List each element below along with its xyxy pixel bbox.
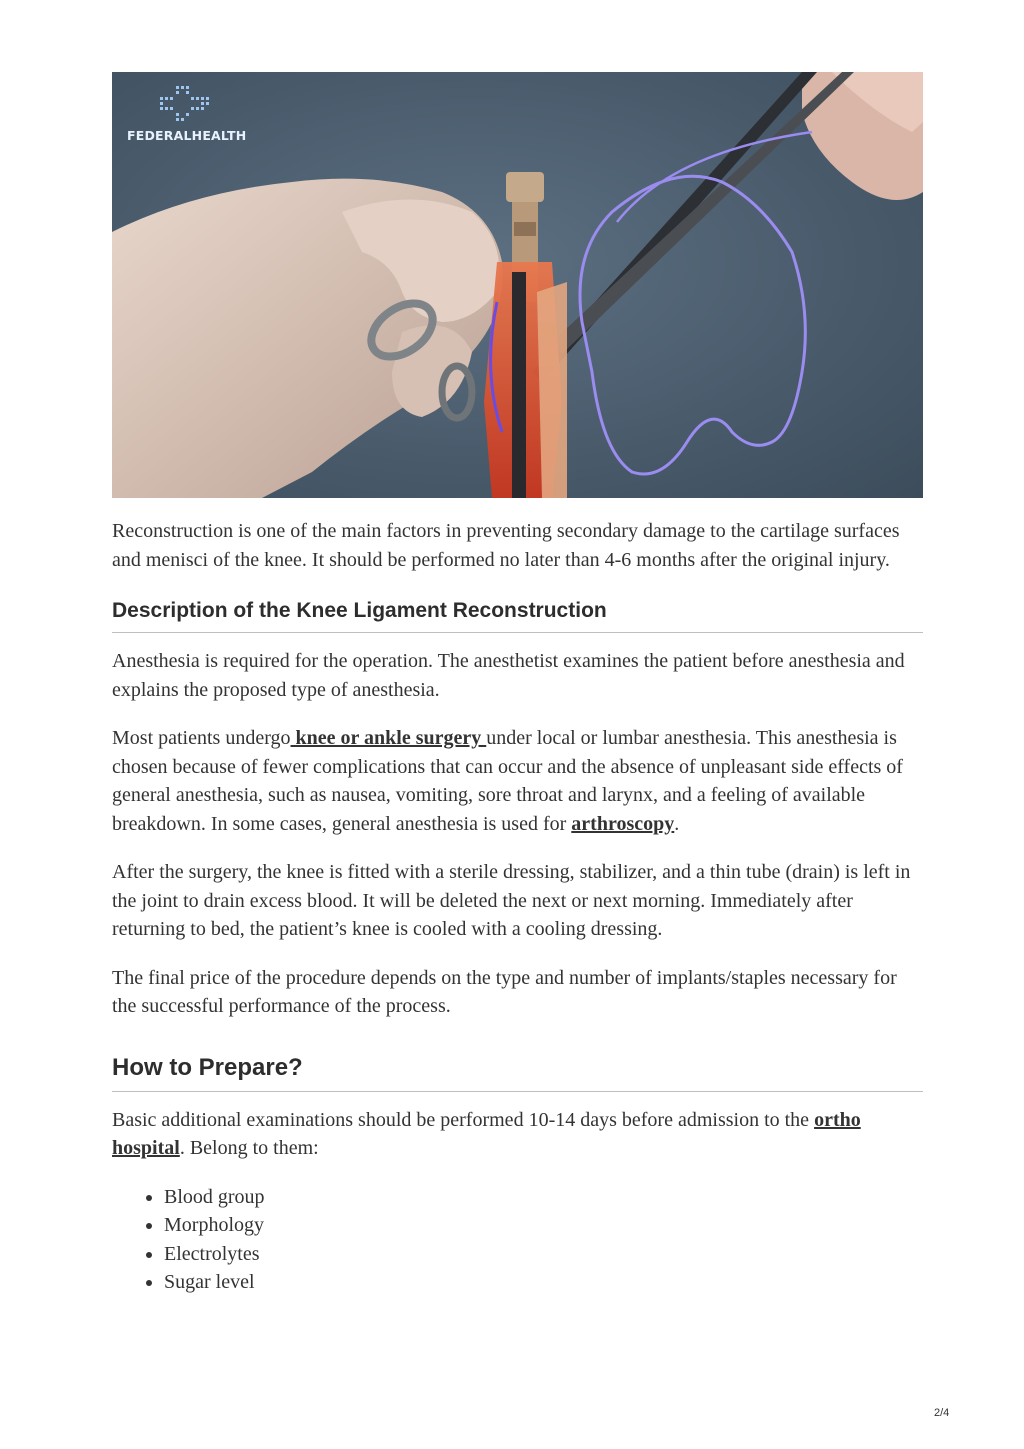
- page-content: [112, 72, 923, 1297]
- section-heading-description: Description of the Knee Ligament Reconstruction: [112, 597, 923, 633]
- text-span: Basic additional examinations should be performed 10-14 days before admission to the: [112, 1108, 815, 1131]
- surgery-photo: [112, 72, 923, 498]
- examinations-paragraph: [112, 1106, 923, 1163]
- medical-cross-logo-icon: [160, 86, 210, 122]
- page-number: 2/4: [934, 1407, 950, 1419]
- logo-text: FEDERALHEALTH: [127, 128, 247, 143]
- text-span: . Belong to them:: [179, 1137, 319, 1159]
- ortho-hospital-link[interactable]: ortho hospital: [112, 1108, 861, 1159]
- examinations-list: [112, 1183, 923, 1297]
- list-item: • Sugar level: [164, 1268, 923, 1297]
- list-item: • Blood group: [164, 1183, 923, 1212]
- section-heading-prepare: How to Prepare?: [112, 1053, 923, 1092]
- price-paragraph: The final price of the procedure depends on the type and number of implants/staples necessary for the successful performance of the process.: [112, 966, 897, 1017]
- post-surgery-paragraph: After the surgery, the knee is fitted with a sterile dressing, stabilizer, and a thin tube (drain) is left in the joint to drain excess blood. It will be deleted the next or next morning. Immediately after returning to bed, the patient’s knee is cooled with a cooling dressing.: [112, 861, 911, 940]
- text-span: .: [674, 812, 680, 835]
- federalhealth-logo: [127, 86, 267, 146]
- knee-ankle-surgery-link[interactable]: knee or ankle surgery: [290, 727, 487, 749]
- intro-paragraph: Reconstruction is one of the main factors in preventing secondary damage to the cartilage surfaces and menisci of the knee. It should be performed no later than 4-6 months after the original injury.: [112, 520, 900, 571]
- list-item: • Morphology: [164, 1211, 923, 1240]
- text-span: Most patients undergo: [112, 727, 291, 749]
- list-item: • Electrolytes: [164, 1240, 923, 1269]
- text-span: under local or lumbar anesthesia. This anesthesia is chosen because of fewer complications that can occur and the absence of unpleasant side effects of general anesthesia, such as nausea, vomiting, sore throat and larynx, and a feeling of available breakdown. In some cases, general anesthesia is used for: [112, 727, 903, 835]
- anesthesia-paragraph: Anesthesia is required for the operation. The anesthetist examines the patient before anesthesia and explains the proposed type of anesthesia.: [112, 650, 905, 701]
- arthroscopy-link[interactable]: arthroscopy: [571, 812, 675, 835]
- surgery-paragraph: [112, 724, 923, 838]
